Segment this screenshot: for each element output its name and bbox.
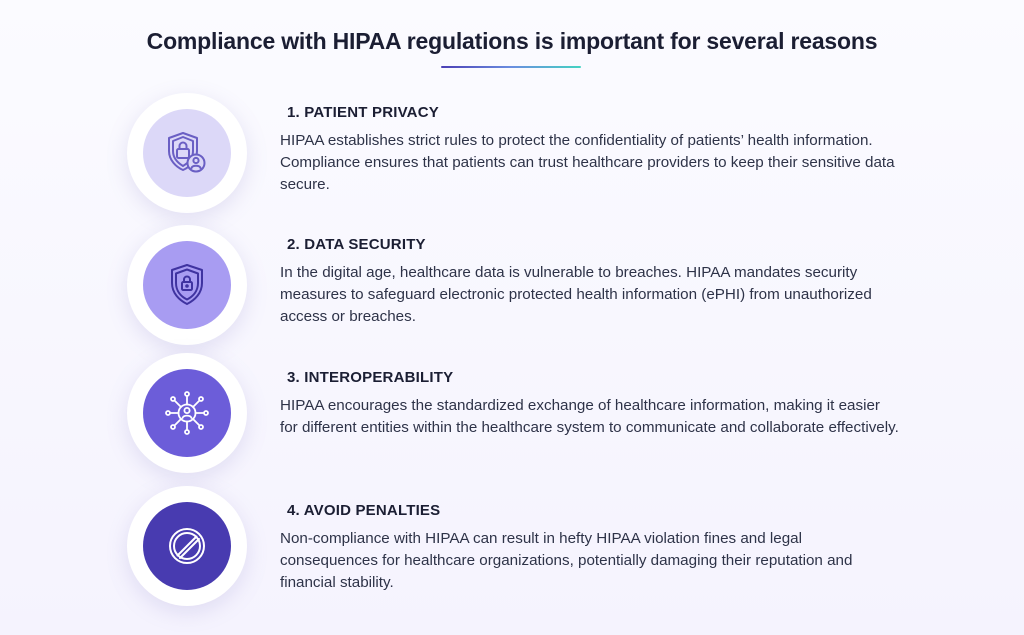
reason-description: HIPAA encourages the standardized exchange of healthcare information, making it easier for different entities within the healthcare system to communicate and collaborate effectively. [280, 397, 899, 436]
icon-badge [127, 225, 247, 345]
shield-lock-icon [161, 259, 213, 311]
prohibited-icon [161, 520, 213, 572]
reason-heading: 4. AVOID PENALTIES [287, 502, 441, 519]
icon-badge [127, 93, 247, 213]
icon-circle [143, 109, 231, 197]
network-user-icon [161, 387, 213, 439]
reason-description: Non-compliance with HIPAA can result in hefty HIPAA violation fines and legal consequences for healthcare organizations, potentially damaging their reputation and financial stability. [280, 530, 853, 591]
reason-description: In the digital age, healthcare data is vulnerable to breaches. HIPAA mandates security measures to safeguard electronic protected health information (ePHI) from unauthorized access or breaches. [280, 264, 872, 325]
reason-description: HIPAA establishes strict rules to protect the confidentiality of patients’ health information. Compliance ensures that patients can trust healthcare providers to keep their sensitive data secure. [280, 132, 895, 193]
reason-heading: 1. PATIENT PRIVACY [287, 104, 439, 121]
icon-badge [127, 353, 247, 473]
title-underline [441, 66, 581, 68]
icon-circle [143, 502, 231, 590]
icon-badge [127, 486, 247, 606]
shield-user-icon [161, 127, 213, 179]
icon-circle [143, 241, 231, 329]
page-title: Compliance with HIPAA regulations is important for several reasons [146, 28, 878, 54]
reason-heading: 2. DATA SECURITY [287, 236, 426, 253]
icon-circle [143, 369, 231, 457]
reason-heading: 3. INTEROPERABILITY [287, 369, 454, 386]
